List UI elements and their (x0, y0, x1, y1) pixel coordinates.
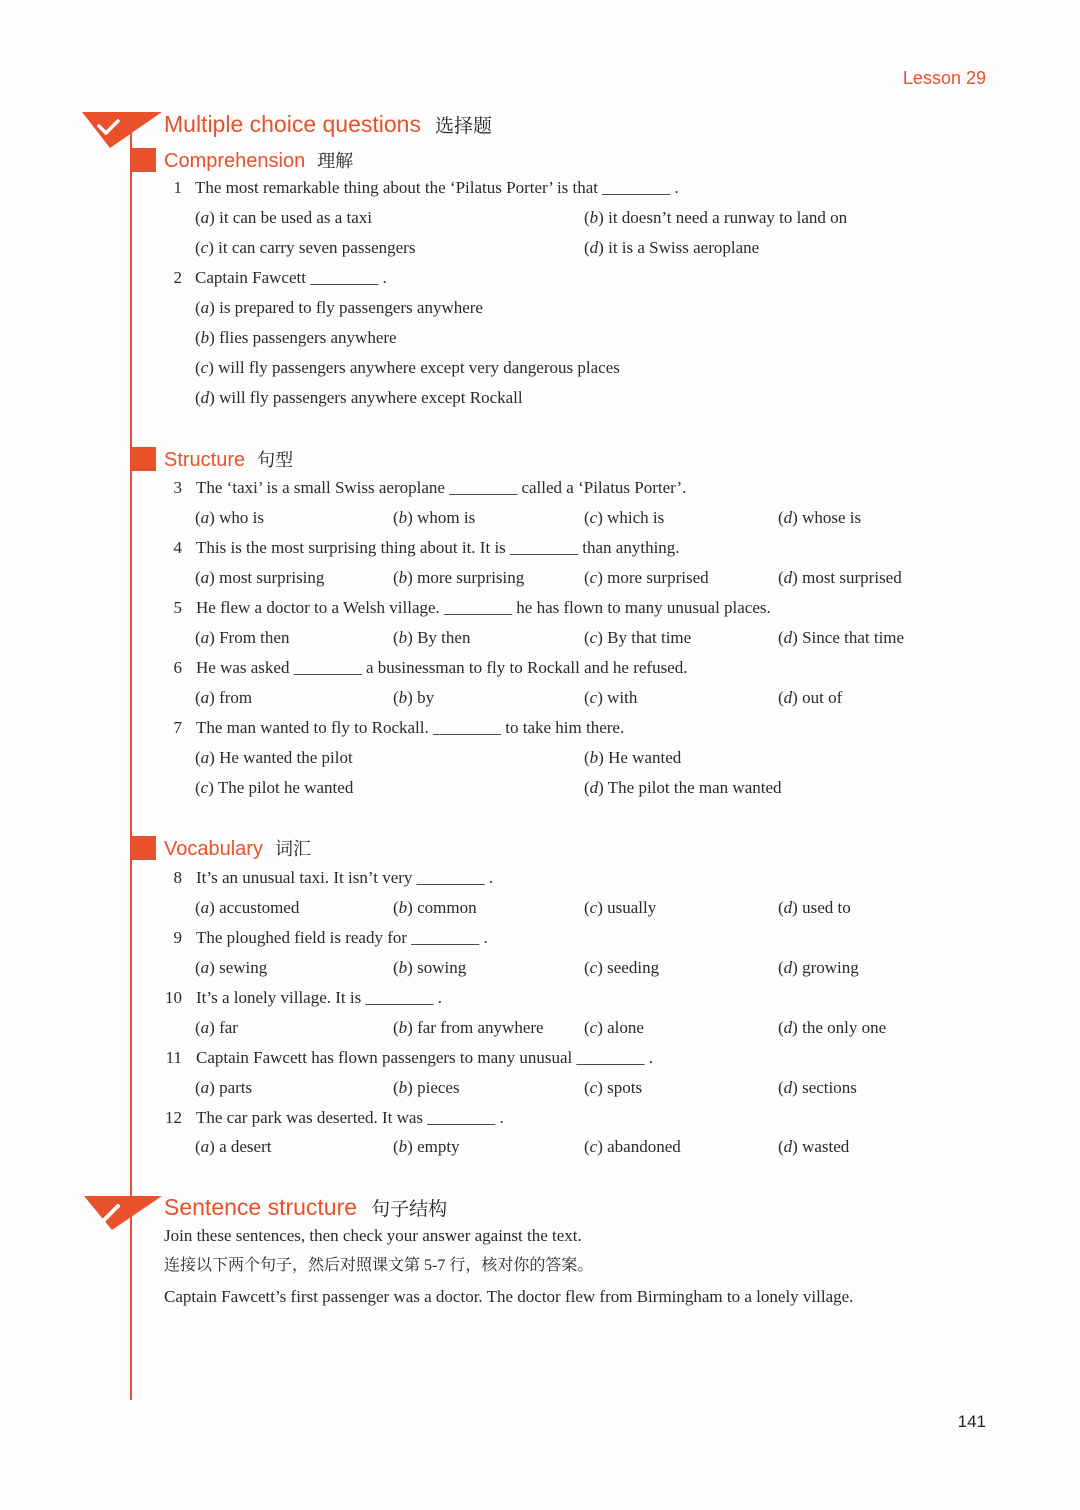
option-a: (a) parts (195, 1078, 253, 1097)
option-b: (b) sowing (393, 958, 467, 977)
subsection-title-cn: 理解 (317, 151, 354, 171)
option-c: (c) By that time (584, 628, 692, 647)
option-b: (b) far from anywhere (393, 1018, 544, 1037)
subsection-title-vocabulary (164, 835, 311, 861)
option-a: (a) is prepared to fly passengers anywhere (195, 298, 483, 317)
option-a: (a) accustomed (195, 898, 300, 917)
question-number: 12 (165, 1108, 182, 1127)
option-b: (b) He wanted (584, 748, 682, 767)
subsection-title-cn: 句型 (257, 450, 294, 470)
option-d: (d) will fly passengers anywhere except Rockall (195, 388, 523, 407)
option-b: (b) pieces (393, 1078, 460, 1097)
question-number: 10 (165, 988, 182, 1007)
option-a: (a) most surprising (195, 568, 325, 587)
subsection-marker (132, 148, 156, 172)
question-number: 11 (165, 1048, 182, 1067)
question-text: The car park was deserted. It was ________ . (196, 1108, 504, 1127)
question-number: 2 (173, 268, 182, 287)
option-a: (a) it can be used as a taxi (195, 208, 373, 227)
option-a: (a) From then (195, 628, 290, 647)
option-a: (a) who is (195, 508, 264, 527)
question-number: 7 (173, 718, 182, 737)
question-number: 6 (173, 658, 182, 677)
section-title-multiple-choice (164, 111, 492, 138)
question-text: He was asked ________ a businessman to fly to Rockall and he refused. (196, 658, 688, 677)
option-d: (d) used to (778, 898, 851, 917)
option-d: (d) it is a Swiss aeroplane (584, 238, 760, 257)
question-number: 9 (173, 928, 182, 947)
question-text: It’s an unusual taxi. It isn’t very ________ . (196, 868, 494, 887)
option-d: (d) growing (778, 958, 859, 977)
question-number: 8 (173, 868, 182, 887)
question-text: It’s a lonely village. It is ________ . (196, 988, 442, 1007)
subsection-marker (132, 836, 156, 860)
subsection-title-text: Structure (164, 449, 246, 471)
option-c: (c) usually (584, 898, 657, 917)
question-text: The ploughed field is ready for ________ . (196, 928, 488, 947)
option-c: (c) it can carry seven passengers (195, 238, 416, 257)
question-text: He flew a doctor to a Welsh village. ________ he has flown to many unusual places. (196, 598, 771, 617)
question-number: 5 (173, 598, 182, 617)
option-d: (d) out of (778, 688, 843, 707)
instruction-text: Join these sentences, then check your answer against the text. (164, 1226, 582, 1245)
subsection-marker (132, 447, 156, 471)
option-c: (c) with (584, 688, 638, 707)
checkmark-icon (82, 110, 164, 150)
subsection-title-cn: 词汇 (274, 839, 311, 859)
option-d: (d) the only one (778, 1018, 887, 1037)
option-d: (d) Since that time (778, 628, 905, 647)
option-b: (b) empty (393, 1137, 460, 1156)
option-c: (c) will fly passengers anywhere except very dangerous places (195, 358, 620, 377)
exercise-text: Captain Fawcett’s first passenger was a doctor. The doctor flew from Birmingham to a lonely village. (164, 1287, 854, 1306)
question-number: 1 (173, 178, 182, 197)
option-d: (d) The pilot the man wanted (584, 778, 782, 797)
subsection-title-structure (164, 446, 293, 472)
option-a: (a) far (195, 1018, 238, 1037)
option-c: (c) which is (584, 508, 665, 527)
option-c: (c) abandoned (584, 1137, 681, 1156)
lesson-label: Lesson 29 (902, 68, 986, 88)
section-title-text: Multiple choice questions (164, 111, 421, 137)
subsection-title-text: Vocabulary (164, 838, 263, 860)
section-title-text: Sentence structure (164, 1194, 358, 1220)
option-c: (c) The pilot he wanted (195, 778, 354, 797)
question-text: The ‘taxi’ is a small Swiss aeroplane ________ called a ‘Pilatus Porter’. (196, 478, 687, 497)
section-title-sentence-structure (164, 1194, 447, 1221)
question-text: This is the most surprising thing about it. It is ________ than anything. (196, 538, 680, 557)
page-number: 141 (957, 1412, 986, 1431)
subsection-title-comprehension (164, 147, 353, 173)
option-b: (b) it doesn’t need a runway to land on (584, 208, 848, 227)
option-d: (d) sections (778, 1078, 857, 1097)
option-c: (c) more surprised (584, 568, 709, 587)
option-b: (b) by (393, 688, 435, 707)
option-c: (c) seeding (584, 958, 660, 977)
section-title-cn: 选择题 (434, 116, 492, 137)
subsection-title-text: Comprehension (164, 150, 306, 172)
option-b: (b) common (393, 898, 477, 917)
option-d: (d) wasted (778, 1137, 850, 1156)
instruction-text-cn: 连接以下两个句子，然后对照课文第 5-7 行，核对你的答案。 (164, 1257, 594, 1274)
option-b: (b) more surprising (393, 568, 525, 587)
option-c: (c) alone (584, 1018, 644, 1037)
question-text: The most remarkable thing about the ‘Pilatus Porter’ is that ________ . (195, 178, 679, 197)
option-d: (d) whose is (778, 508, 862, 527)
option-a: (a) from (195, 688, 253, 707)
question-number: 3 (173, 478, 182, 497)
option-b: (b) whom is (393, 508, 476, 527)
question-number: 4 (173, 538, 182, 557)
question-text: Captain Fawcett ________ . (195, 268, 387, 287)
option-b: (b) flies passengers anywhere (195, 328, 397, 347)
option-a: (a) He wanted the pilot (195, 748, 353, 767)
question-text: The man wanted to fly to Rockall. ________ to take him there. (196, 718, 625, 737)
option-b: (b) By then (393, 628, 471, 647)
option-d: (d) most surprised (778, 568, 902, 587)
section-title-cn: 句子结构 (371, 1199, 448, 1220)
question-text: Captain Fawcett has flown passengers to many unusual ________ . (196, 1048, 654, 1067)
pencil-icon (84, 1194, 164, 1232)
option-c: (c) spots (584, 1078, 643, 1097)
option-a: (a) a desert (195, 1137, 272, 1156)
option-a: (a) sewing (195, 958, 268, 977)
